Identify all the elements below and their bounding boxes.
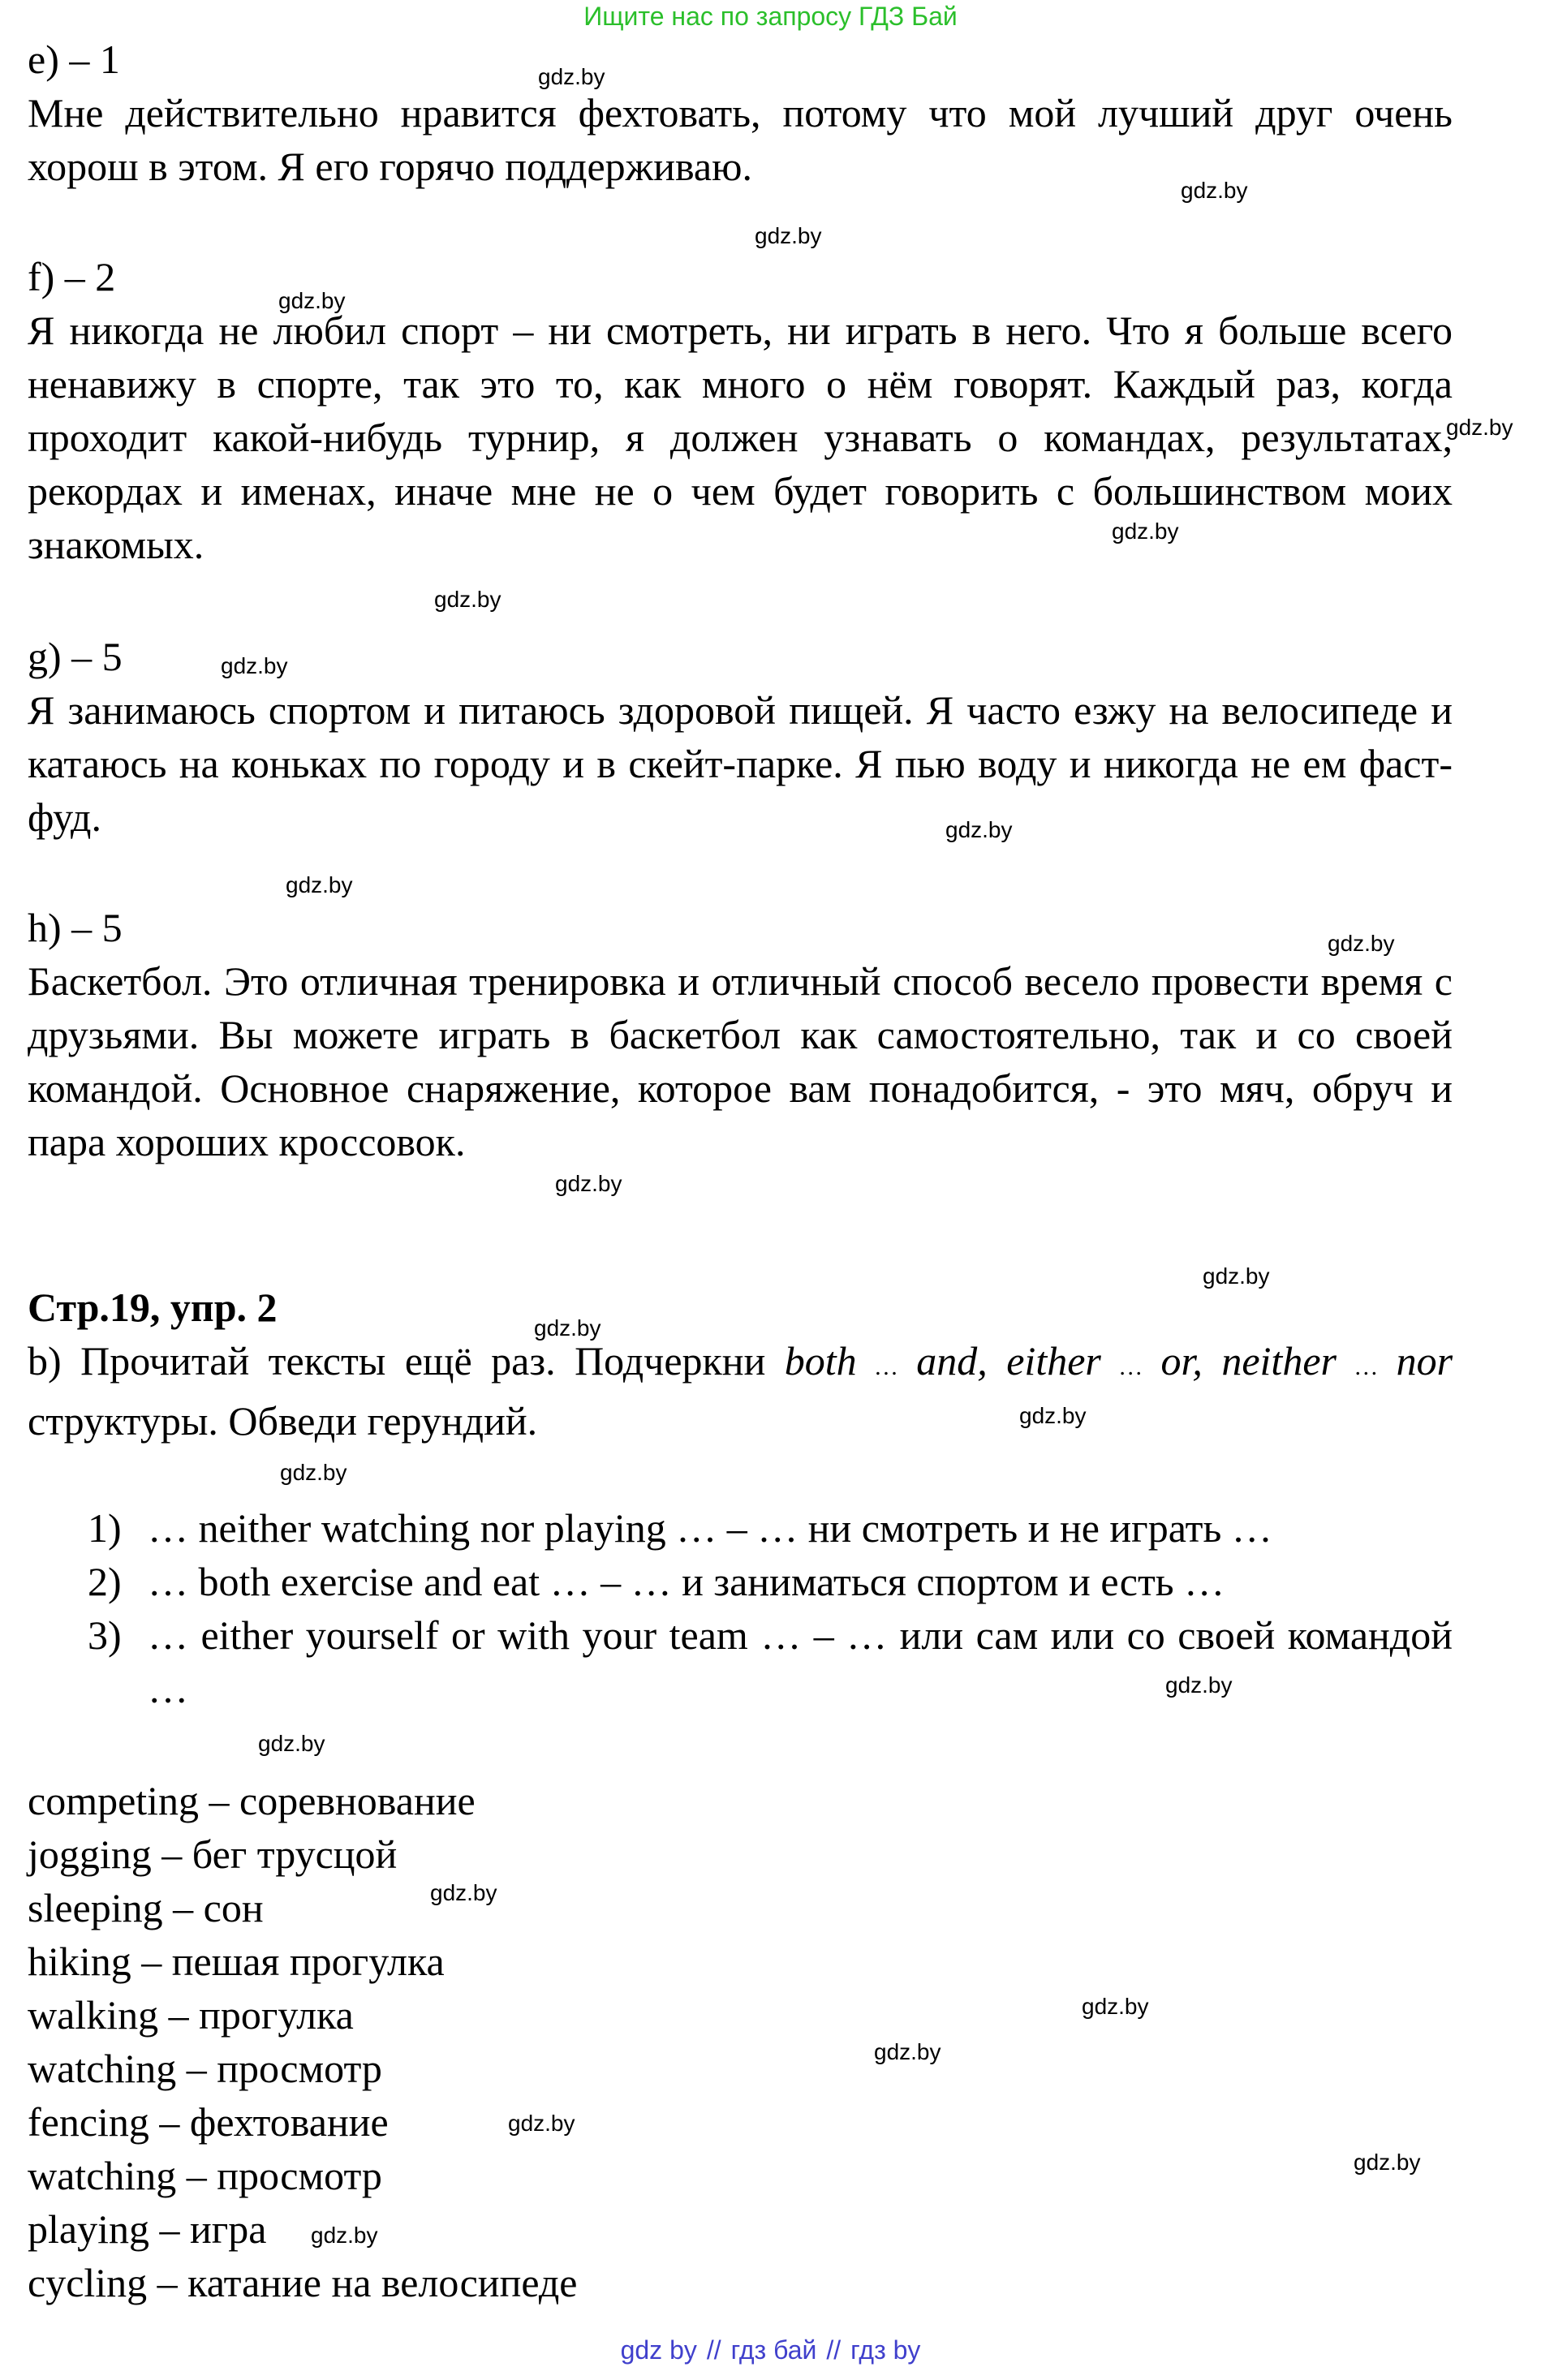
item-number: 1) <box>88 1505 122 1551</box>
list-item <box>88 1501 1453 1555</box>
task-part1: b) Прочитай тексты ещё раз. Подчеркни <box>28 1338 766 1384</box>
watermark: gdz.by <box>945 817 1013 842</box>
watermark: gdz.by <box>258 1731 325 1756</box>
watermark: gdz.by <box>1112 519 1179 544</box>
vocab-item: watching – просмотр <box>28 2046 382 2091</box>
task-dots: … <box>1120 1354 1143 1380</box>
vocab-item: competing – соревнование <box>28 1778 476 1823</box>
footer-separator: // <box>706 2335 721 2365</box>
watermark: gdz.by <box>1165 1672 1233 1698</box>
task-both: both <box>784 1338 857 1384</box>
vocab-item: playing – игра <box>28 2206 267 2252</box>
exercise-title: Стр.19, упр. 2 <box>28 1285 278 1330</box>
task-dots: … <box>876 1354 897 1380</box>
watermark: gdz.by <box>555 1171 622 1196</box>
vocab-item: sleeping – сон <box>28 1885 264 1930</box>
vocab-item: fencing – фехтование <box>28 2099 389 2145</box>
exercise <box>28 1280 1453 1448</box>
item-text: … neither watching nor playing … – … ни смотреть и не играть … <box>148 1505 1272 1551</box>
list-item <box>88 1555 1453 1608</box>
watermark: gdz.by <box>434 587 501 612</box>
vocab-item: cycling – катание на велосипеде <box>28 2260 578 2305</box>
task-nor: nor <box>1396 1338 1453 1384</box>
task-dots: … <box>1355 1354 1378 1380</box>
vocab-item: jogging – бег трусцой <box>28 1831 398 1877</box>
list-item <box>88 1608 1453 1715</box>
watermark: gdz.by <box>1354 2150 1421 2175</box>
footer-links <box>0 2335 1541 2365</box>
footer-link-gdz-by[interactable]: gdz by <box>620 2335 697 2365</box>
section-h <box>28 901 1453 1168</box>
task-part2: структуры. Обведи герундий. <box>28 1398 538 1444</box>
task-either: either <box>1006 1338 1101 1384</box>
watermark: gdz.by <box>1446 415 1513 440</box>
section-text: Мне действительно нравится фехтовать, потому что мой лучший друг очень хорош в этом. Я его горячо поддерживаю. <box>28 90 1453 189</box>
watermark: gdz.by <box>221 653 288 678</box>
watermark: gdz.by <box>286 872 353 897</box>
footer-separator: // <box>826 2335 842 2365</box>
vocab-item: walking – прогулка <box>28 1992 354 2038</box>
watermark: gdz.by <box>508 2111 575 2136</box>
watermark: gdz.by <box>538 64 605 89</box>
section-text: Я занимаюсь спортом и питаюсь здоровой пищей. Я часто езжу на велосипеде и катаюсь на коньках по городу и в скейт-парке. Я пью воду и никогда не ем фаст-фуд. <box>28 687 1453 840</box>
watermark: gdz.by <box>1019 1403 1087 1428</box>
section-f <box>28 250 1453 571</box>
section-e <box>28 32 1453 193</box>
section-label: f) – 2 <box>28 254 116 299</box>
task-or: or, <box>1160 1338 1203 1384</box>
watermark: gdz.by <box>311 2223 378 2248</box>
item-number: 2) <box>88 1559 122 1604</box>
exercise-answer-list <box>88 1501 1453 1715</box>
footer-link-gdz-bai[interactable]: гдз бай <box>730 2335 817 2365</box>
item-text: … either yourself or with your team … – … или сам или со своей командой … <box>148 1612 1453 1711</box>
watermark: gdz.by <box>278 288 346 313</box>
section-label: e) – 1 <box>28 37 120 82</box>
watermark: gdz.by <box>1328 931 1395 956</box>
watermark: gdz.by <box>534 1315 601 1341</box>
exercise-task <box>28 1334 1453 1448</box>
section-text: Баскетбол. Это отличная тренировка и отличный способ весело провести время с друзьями. Вы можете играть в баскетбол как самостоятельно, так и со своей командой. Основное снаряжение, которое вам понадобится, - это мяч, обруч и пара хороших кроссовок. <box>28 958 1453 1164</box>
task-neither: neither <box>1221 1338 1337 1384</box>
watermark: gdz.by <box>430 1880 497 1905</box>
vocab-item: hiking – пешая прогулка <box>28 1939 445 1984</box>
vocabulary-list <box>28 1774 1453 2309</box>
section-label: g) – 5 <box>28 634 123 679</box>
top-banner[interactable]: Ищите нас по запросу ГДЗ Бай <box>583 2 958 31</box>
watermark: gdz.by <box>874 2039 941 2064</box>
watermark: gdz.by <box>1181 178 1248 203</box>
watermark: gdz.by <box>1203 1263 1270 1289</box>
item-text: … both exercise and eat … – … и заниматься спортом и есть … <box>148 1559 1225 1604</box>
section-label: h) – 5 <box>28 905 123 950</box>
watermark: gdz.by <box>1082 1994 1149 2019</box>
task-and: and, <box>916 1338 988 1384</box>
section-text: Я никогда не любил спорт – ни смотреть, ни играть в него. Что я больше всего ненавижу в спорте, так это то, как много о нём говорят. Каждый раз, когда проходит какой-нибудь турнир, я должен узнавать о командах, результатах, рекордах и именах, иначе мне не о чем будет говорить с большинством моих знакомых. <box>28 308 1453 567</box>
item-number: 3) <box>88 1612 122 1658</box>
watermark: gdz.by <box>755 223 822 248</box>
vocab-item: watching – просмотр <box>28 2153 382 2198</box>
footer-link-gdz-by-cyr[interactable]: гдз by <box>850 2335 921 2365</box>
watermark: gdz.by <box>280 1460 347 1485</box>
